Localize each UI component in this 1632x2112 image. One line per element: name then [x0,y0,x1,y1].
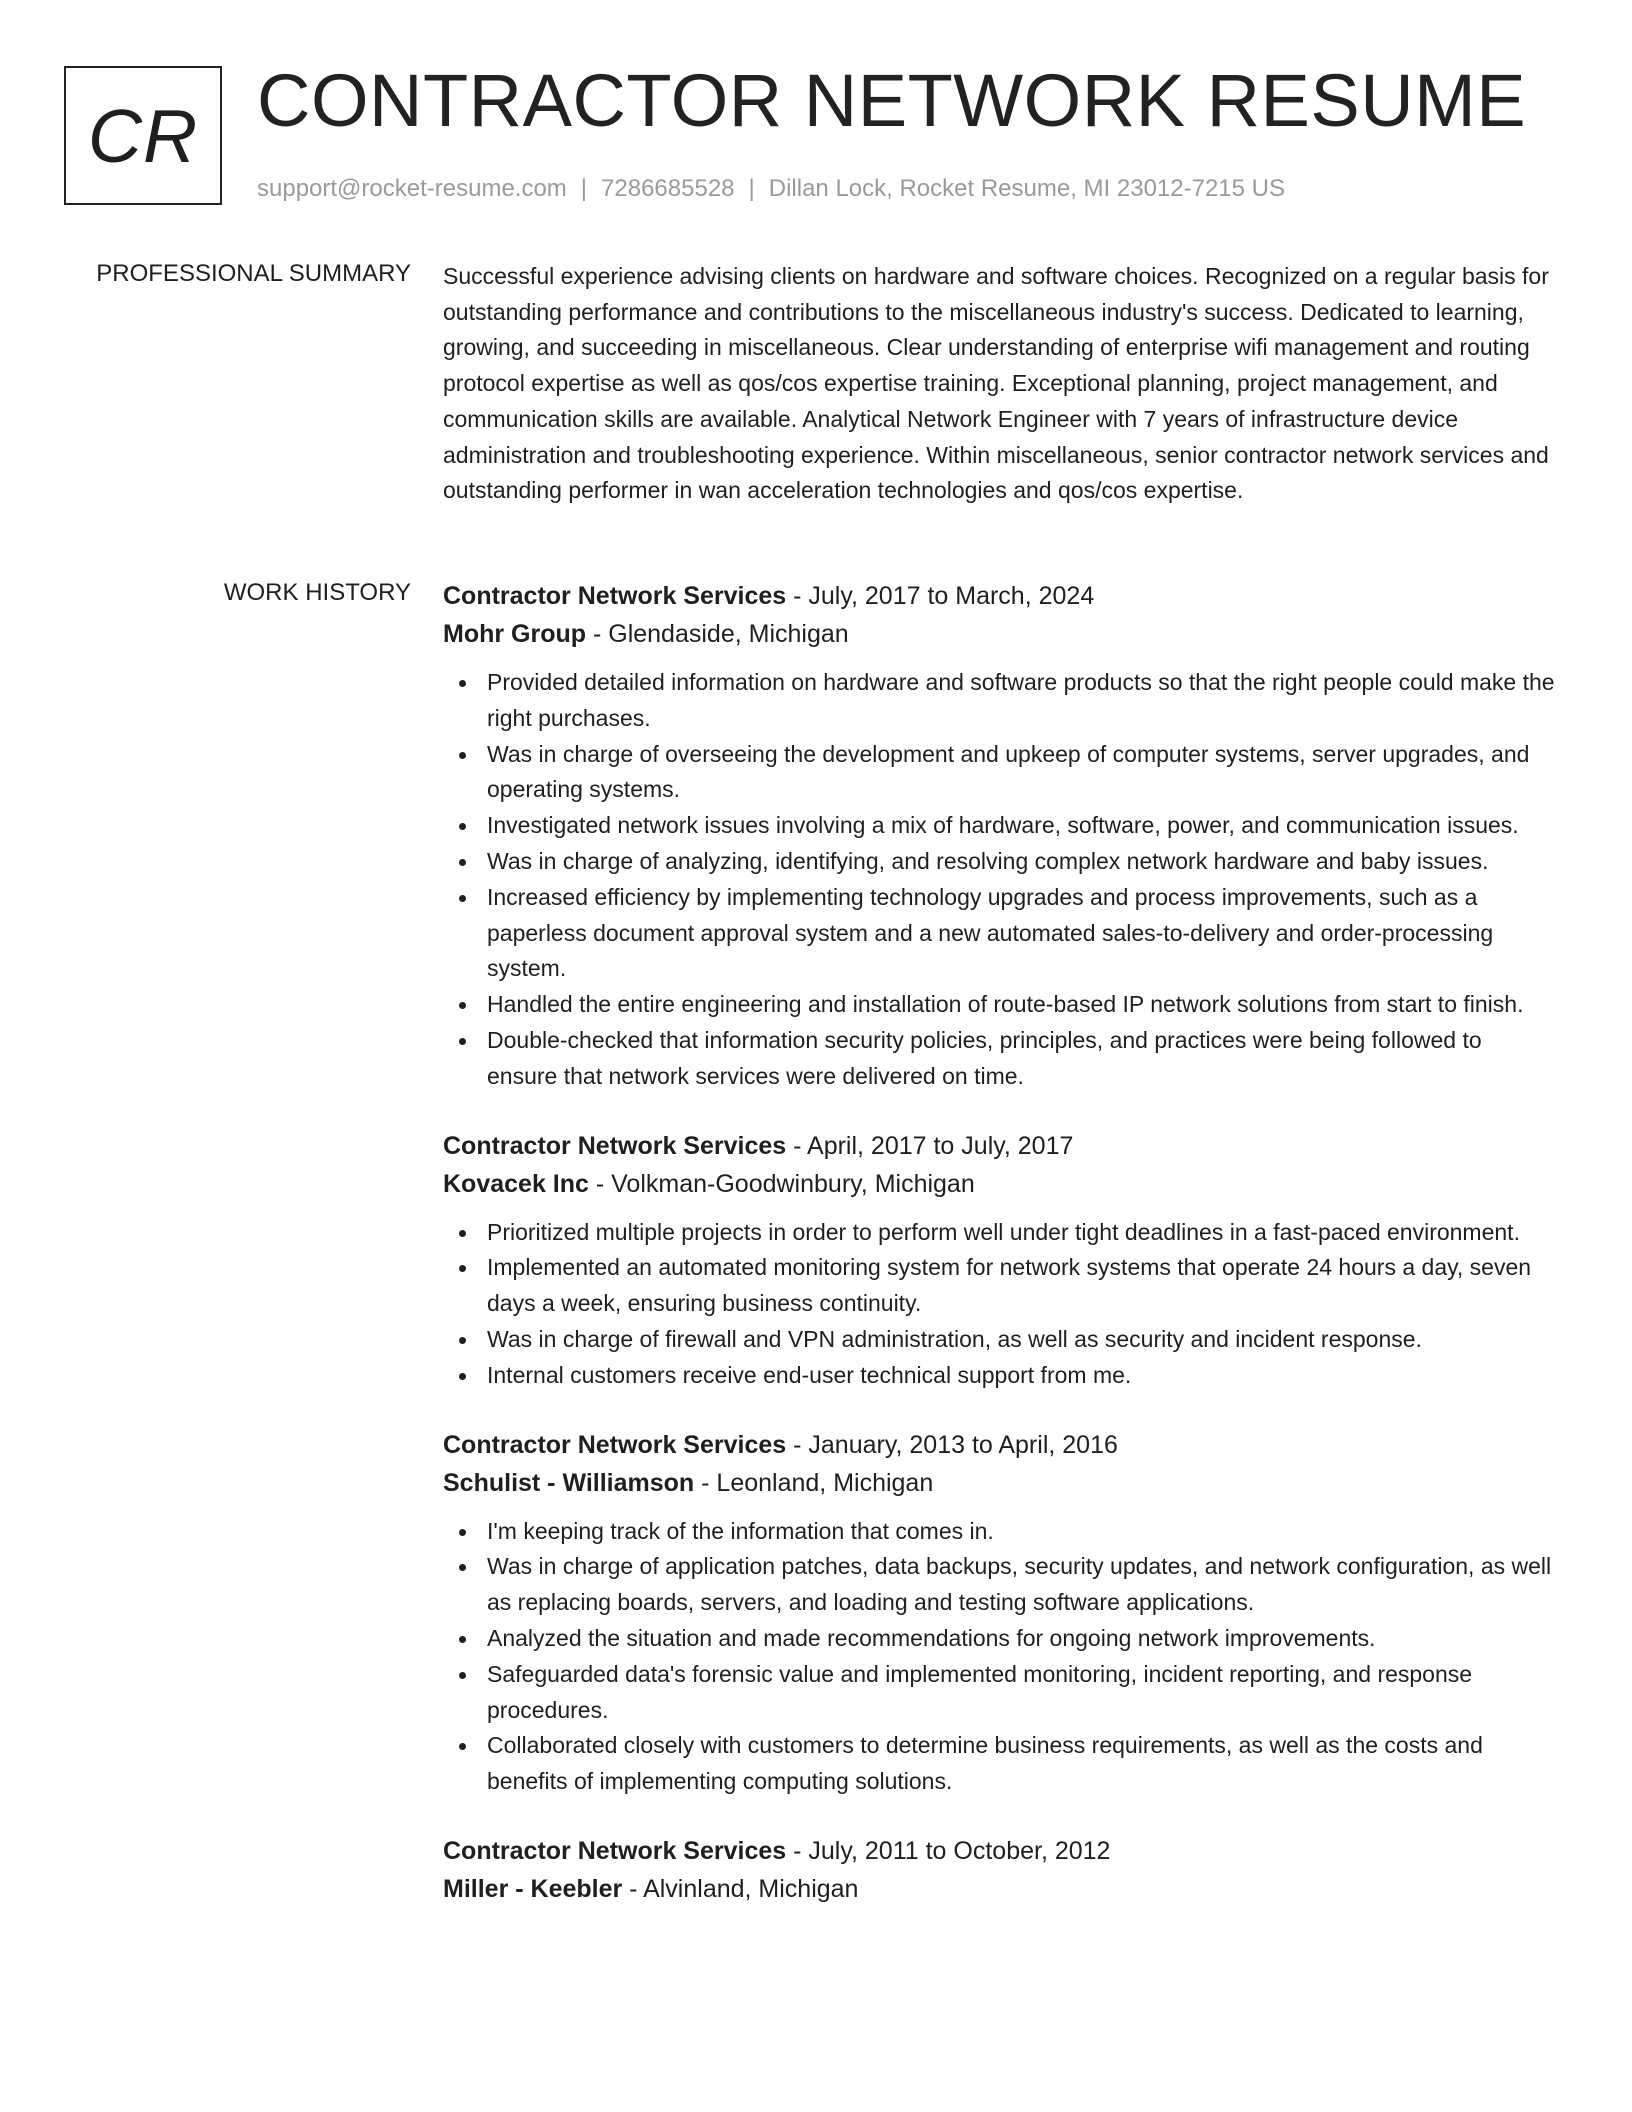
job-title: Contractor Network Services [443,1836,787,1865]
job-duty: Prioritized multiple projects in order to perform well under tight deadlines in a fast-paced environment. [487,1215,1558,1251]
summary-text: Successful experience advising clients on hardware and software choices. Recognized on a regular basis for outstanding performance and contributions to the miscellaneous industry's success. Dedicated to learning, growing, and succeeding in miscellaneous. Clear understanding of enterprise wifi management and routing protocol expertise as well as qos/cos expertise training. Exceptional planning, project management, and communication skills are available. Analytical Network Engineer with 7 years of infrastructure device administration and troubleshooting experience. Within miscellaneous, senior contractor network services and outstanding performer in wan acceleration technologies and qos/cos expertise. [443,263,1549,504]
work-history-list [443,577,1558,1940]
contact-phone: 7286685528 [601,175,735,202]
job-duty: Was in charge of application patches, data backups, security updates, and network configuration, as well as replacing boards, servers, and loading and testing software applications. [487,1549,1558,1621]
job-dates: - April, 2017 to July, 2017 [786,1131,1074,1160]
job-company: Miller - Keebler [443,1874,623,1903]
job-duty: Collaborated closely with customers to determine business requirements, as well as the costs and benefits of implementing computing solutions. [487,1728,1558,1800]
job-company: Schulist - Williamson [443,1468,695,1497]
job-duty: Safeguarded data's forensic value and implemented monitoring, incident reporting, and response procedures. [487,1657,1558,1729]
job-duty: Implemented an automated monitoring system for network systems that operate 24 hours a day, seven days a week, ensuring business continuity. [487,1250,1558,1322]
job-duty: Was in charge of analyzing, identifying, and resolving complex network hardware and baby issues. [487,844,1558,880]
job-dates: - July, 2011 to October, 2012 [786,1836,1111,1865]
resume-name: CONTRACTOR NETWORK RESUME [257,59,1527,142]
job-title: Contractor Network Services [443,1430,787,1459]
job-title-line [443,577,1558,615]
job-duty: Analyzed the situation and made recommendations for ongoing network improvements. [487,1621,1558,1657]
job-location: - Glendaside, Michigan [586,620,849,648]
job-location: - Leonland, Michigan [694,1468,934,1497]
work-history-section-label: WORK HISTORY [223,579,411,606]
job-location: - Volkman-Goodwinbury, Michigan [588,1169,975,1198]
job-duty: Was in charge of firewall and VPN administration, as well as security and incident response. [487,1322,1558,1358]
summary-section-label: PROFESSIONAL SUMMARY [96,260,411,287]
job-title-line [443,1832,1558,1870]
job-duties-list [443,1514,1558,1800]
initials-monogram: CR [64,66,222,205]
job-dates: - January, 2013 to April, 2016 [786,1430,1118,1459]
job-company: Mohr Group [443,620,587,648]
job-duty: Increased efficiency by implementing technology upgrades and process improvements, such as a paperless document approval system and a new automated sales-to-delivery and order-processing system. [487,880,1558,987]
contact-line [257,174,1285,204]
contact-email: support@rocket-resume.com [257,175,567,202]
job-duty: Provided detailed information on hardware and software products so that the right people could make the right purchases. [487,665,1558,737]
job-company-line [443,1464,1558,1502]
job-company-line [443,1165,1558,1203]
job-duty: Internal customers receive end-user technical support from me. [487,1358,1558,1394]
job-title: Contractor Network Services [443,582,787,610]
job-duty: Investigated network issues involving a mix of hardware, software, power, and communication issues. [487,808,1558,844]
job-title-line [443,1426,1558,1464]
job-duty: Handled the entire engineering and installation of route-based IP network solutions from start to finish. [487,987,1558,1023]
job-company: Kovacek Inc [443,1169,589,1198]
job-dates: - July, 2017 to March, 2024 [786,582,1095,610]
contact-address: Dillan Lock, Rocket Resume, MI 23012-7215 US [768,175,1285,202]
job-duty: Was in charge of overseeing the development and upkeep of computer systems, server upgrades, and operating systems. [487,737,1558,809]
job-entry [443,577,1558,1095]
job-title-line [443,1127,1558,1165]
job-location: - Alvinland, Michigan [622,1874,859,1903]
job-duty: I'm keeping track of the information that comes in. [487,1514,1558,1550]
job-entry [443,1127,1558,1394]
job-duty: Double-checked that information security policies, principles, and practices were being followed to ensure that network services were delivered on time. [487,1023,1558,1095]
contact-separator: | [748,175,755,202]
job-entry [443,1426,1558,1800]
job-duties-list [443,1215,1558,1394]
job-company-line [443,1870,1558,1908]
job-company-line [443,615,1558,653]
contact-separator: | [580,175,588,202]
job-duties-list [443,665,1558,1095]
job-entry [443,1832,1558,1908]
job-title: Contractor Network Services [443,1131,787,1160]
